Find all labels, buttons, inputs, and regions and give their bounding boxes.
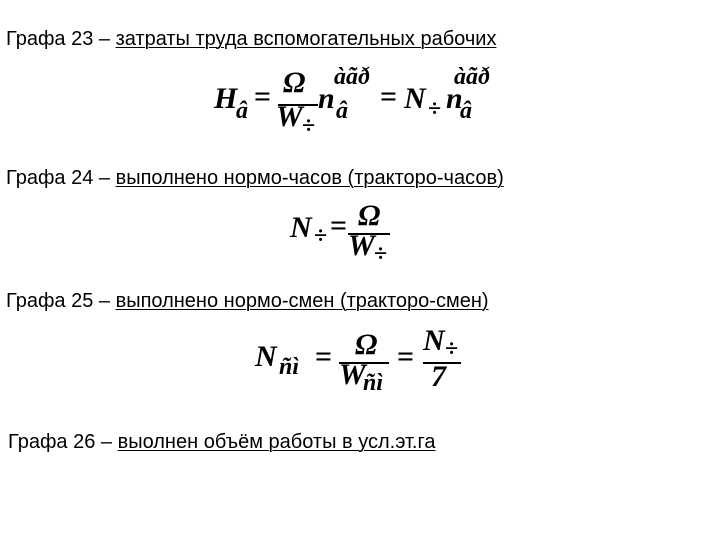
formula-term-n-superscript: àãð (334, 64, 370, 90)
formula-denominator-w: W (276, 100, 303, 133)
formula-term-capital-n: N (255, 340, 277, 373)
formula-grafa-24 (290, 199, 410, 267)
formula-numerator-omega: Ω (283, 66, 306, 99)
formula-numerator-n: N (423, 324, 445, 357)
heading-grafa-23 (6, 27, 496, 51)
formula-term-capital-n-subscript: ÷ (428, 96, 442, 122)
formula-term-capital-n: N (290, 211, 312, 244)
heading-grafa-24 (6, 166, 504, 190)
formula-numerator-n-subscript: ÷ (445, 336, 459, 362)
formula-grafa-25 (255, 326, 475, 400)
formula-denominator-subscript: ñì (363, 370, 384, 396)
formula-equals-2: = (397, 340, 415, 373)
formula-denominator-seven: 7 (431, 360, 446, 393)
formula-term-n2-subscript: â (460, 98, 472, 124)
formula-term-h: H (214, 82, 238, 115)
heading-description: выполнено нормо-часов (тракторо-часов) (115, 167, 504, 189)
heading-label: Графа 23 – (6, 28, 111, 50)
formula-term-n2: n (446, 82, 463, 115)
formula-term-n: n (318, 82, 335, 115)
heading-label: Графа 24 – (6, 167, 111, 189)
formula-equals-2: = (380, 80, 398, 113)
formula-equals: = (330, 209, 348, 242)
formula-term-capital-n-subscript: ñì (279, 354, 300, 380)
formula-term-n-subscript: â (336, 98, 348, 124)
formula-equals-1: = (315, 340, 333, 373)
formula-term-n2-superscript: àãð (454, 64, 490, 90)
heading-grafa-26 (8, 430, 435, 454)
formula-denominator-w: W (348, 229, 375, 262)
formula-term-h-subscript: â (236, 98, 248, 124)
formula-grafa-23 (210, 64, 510, 139)
heading-description: затраты труда вспомогательных рабочих (115, 28, 497, 50)
formula-denominator-subscript: ÷ (302, 113, 316, 139)
heading-description: выолнен объём работы в усл.эт.га (117, 431, 436, 453)
heading-grafa-25 (6, 289, 489, 313)
heading-label: Графа 26 – (8, 431, 113, 453)
heading-label: Графа 25 – (6, 290, 111, 312)
formula-numerator-omega: Ω (358, 199, 381, 232)
formula-denominator-subscript: ÷ (374, 241, 388, 267)
formula-equals-1: = (254, 80, 272, 113)
formula-numerator-omega: Ω (355, 328, 378, 361)
formula-term-capital-n: N (404, 82, 426, 115)
formula-denominator-w: W (339, 358, 366, 391)
heading-description: выполнено нормо-смен (тракторо-смен) (115, 290, 489, 312)
formula-term-capital-n-subscript: ÷ (314, 223, 328, 249)
